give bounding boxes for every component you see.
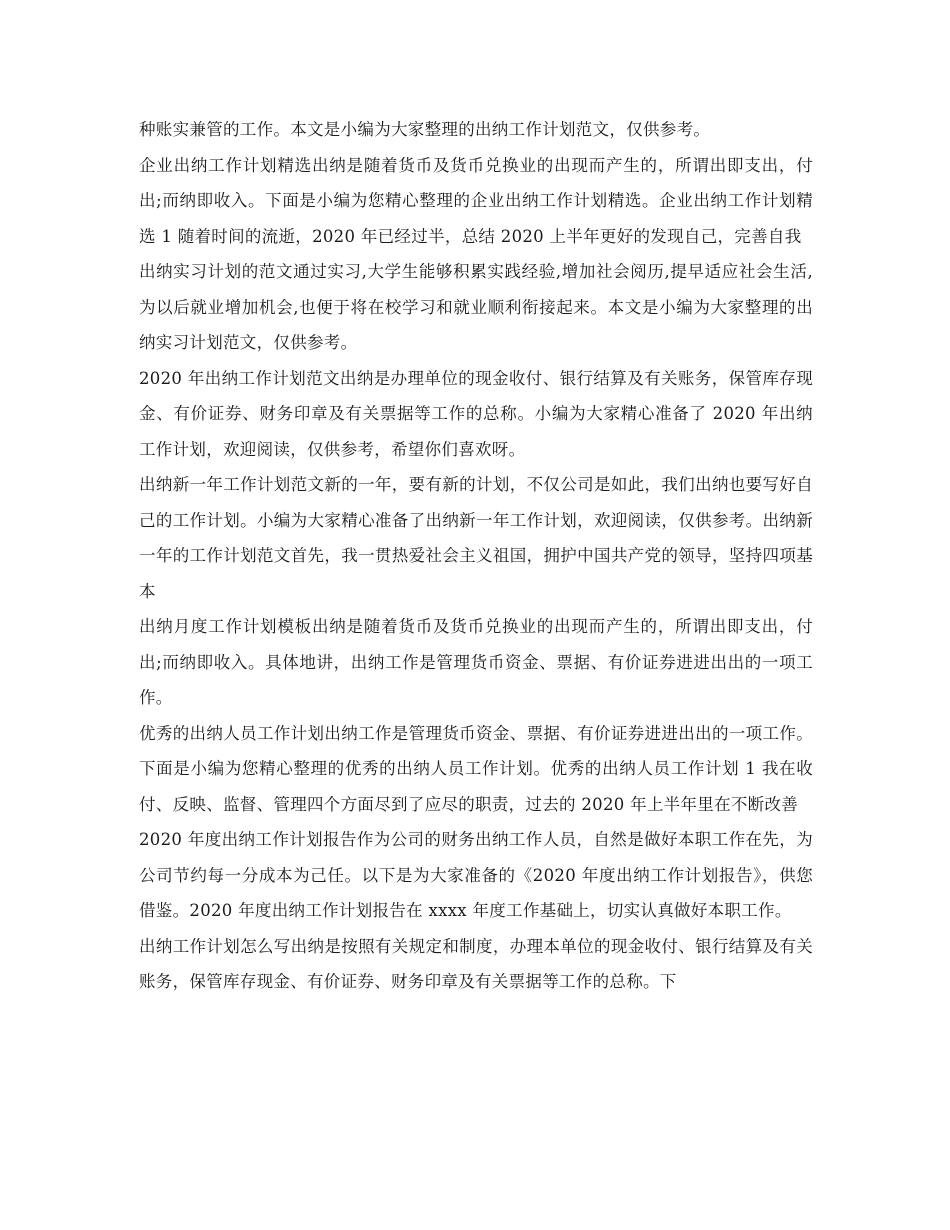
paragraph: 优秀的出纳人员工作计划出纳工作是管理货币资金、票据、有价证券进进出出的一项工作。下面是小编为您精心整理的优秀的出纳人员工作计划。优秀的出纳人员工作计划 1 我在收付、反映、监督、管理四个方面尽到了应尽的职责，过去的 2020 年上半年里在不断改善 <box>139 723 813 814</box>
paragraph: 出纳工作计划怎么写出纳是按照有关规定和制度，办理本单位的现金收付、银行结算及有关账务，保管库存现金、有价证券、财务印章及有关票据等工作的总称。下 <box>139 936 813 991</box>
paragraph: 出纳月度工作计划模板出纳是随着货币及货币兑换业的出现而产生的，所谓出即支出，付出;而纳即收入。具体地讲，出纳工作是管理货币资金、票据、有价证券进进出出的一项工作。 <box>139 617 813 707</box>
paragraph: 企业出纳工作计划精选出纳是随着货币及货币兑换业的出现而产生的，所谓出即支出，付出;而纳即收入。下面是小编为您精心整理的企业出纳工作计划精选。企业出纳工作计划精选 1 随着时间的流逝，2020 年已经过半，总结 2020 上半年更好的发现自己，完善自我 <box>139 155 813 246</box>
paragraph: 出纳实习计划的范文通过实习,大学生能够积累实践经验,增加社会阅历,提早适应社会生活,为以后就业增加机会,也便于将在校学习和就业顺利衔接起来。本文是小编为大家整理的出纳实习计划范文，仅供参考。 <box>139 262 813 352</box>
paragraph: 种账实兼管的工作。本文是小编为大家整理的出纳工作计划范文，仅供参考。 <box>139 120 711 139</box>
paragraph: 出纳新一年工作计划范文新的一年，要有新的计划，不仅公司是如此，我们出纳也要写好自己的工作计划。小编为大家精心准备了出纳新一年工作计划，欢迎阅读，仅供参考。出纳新一年的工作计划范文首先，我一贯热爱社会主义祖国，拥护中国共产党的领导，坚持四项基本 <box>139 475 813 601</box>
paragraph: 2020 年度出纳工作计划报告作为公司的财务出纳工作人员，自然是做好本职工作在先，为公司节约每一分成本为己任。以下是为大家准备的《2020 年度出纳工作计划报告》，供您借鉴。2020 年度出纳工作计划报告在 xxxx 年度工作基础上，切实认真做好本职工作。 <box>139 830 813 920</box>
document-body <box>139 112 813 1000</box>
paragraph: 2020 年出纳工作计划范文出纳是办理单位的现金收付、银行结算及有关账务，保管库存现金、有价证券、财务印章及有关票据等工作的总称。小编为大家精心准备了 2020 年出纳工作计划，欢迎阅读，仅供参考，希望你们喜欢呀。 <box>139 368 813 459</box>
